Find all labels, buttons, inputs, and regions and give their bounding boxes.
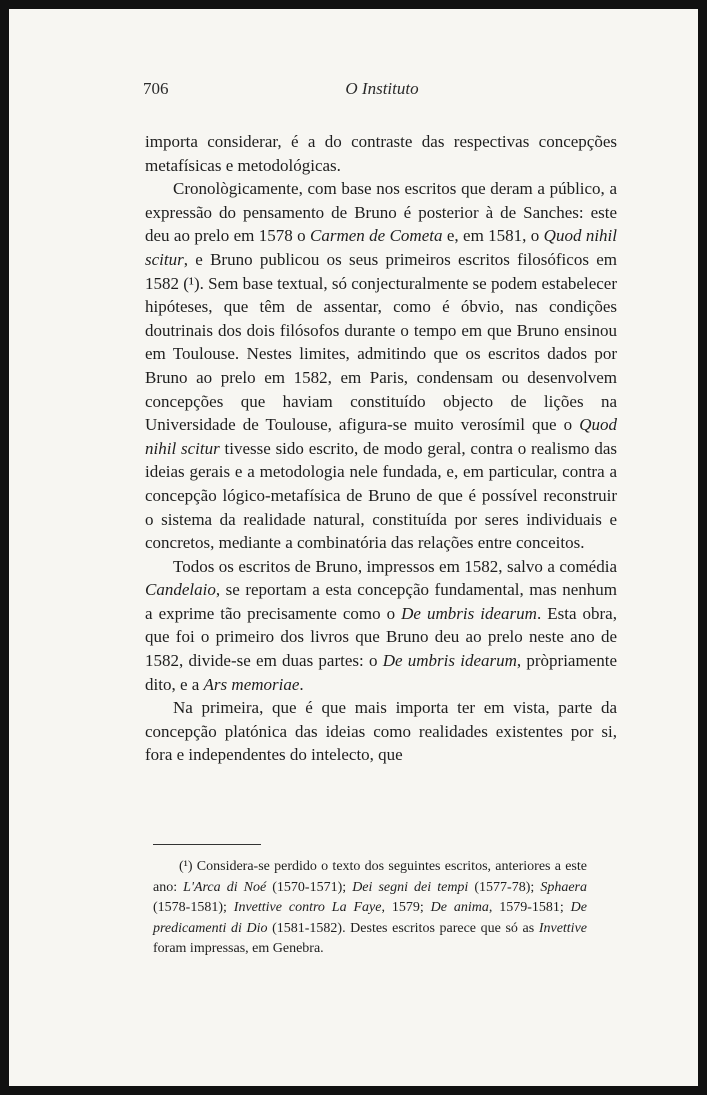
footnote-rule <box>153 844 261 845</box>
page-header <box>143 79 621 103</box>
p2-text-e: , e Bruno publicou os seus primeiros escritos filosóficos em 1582 (¹). Sem base textual, só conjecturalmente se podem estabelecer hipóteses, que têm de assentar, como é óbvio, nas condições doutrinais dos dois filósofos durante o tempo em que Bruno ensinou em Toulouse. Nestes limites, admitindo que os escritos dados por Bruno ao prelo em 1582, em Paris, condensam ou desenvolvem concepções que haviam constituído objecto de lições na Universidade de Toulouse, afigura-se muito verosímil que o <box>145 249 617 435</box>
book-page <box>9 9 698 1086</box>
fn-title-invettive-contro-la-faye: Invettive contro La Faye <box>233 900 382 916</box>
p2-text-g: tivesse sido escrito, de modo geral, contra o realismo das ideias gerais e a metodologia nele fundada, e, em particular, contra a concepção lógico-metafísica de Bruno de que é possível reconstruir o sistema da realidade natural, constituída por seres individuais e concretos, mediante a combinatória das relações entre conceitos. <box>145 438 617 553</box>
fn-title-arca-di-noe: L'Arca di Noé <box>183 879 267 895</box>
paragraph-1 <box>145 130 617 177</box>
fn-title-de-predicamenti-di-dio: De predicamenti di Dio <box>153 900 587 936</box>
fn-text-e: (1577-78); <box>468 879 541 895</box>
p3-text-e: . Esta obra, que foi o primeiro dos livros que Bruno deu ao prelo neste ano de 1582, divide-se em duas partes: o <box>145 603 617 671</box>
title-de-umbris-idearum-2: De umbris idearum <box>382 651 517 671</box>
title-de-umbris-idearum: De umbris idearum <box>401 603 537 623</box>
title-carmen-de-cometa: Carmen de Cometa <box>310 226 443 246</box>
title-quod-nihil-scitur-2: Quod nihil scitur <box>145 415 617 458</box>
paragraph-4-text: Na primeira, que é que mais importa ter em vista, parte da concepção platónica das ideias como realidades existentes por si, fora e independentes do intelecto, que <box>145 698 617 765</box>
title-candelaio: Candelaio <box>145 580 216 600</box>
fn-text-k: , 1579-1581; <box>488 900 571 916</box>
fn-text-a: (¹) Considera-se perdido o texto dos seguintes escritos, anteriores a este ano: <box>153 859 587 895</box>
p3-text-c: , se reportam a esta concepção fundamental, mas nenhum a exprime tão precisamente como o <box>145 580 617 623</box>
paragraph-3 <box>145 555 617 697</box>
fn-title-de-anima: De anima <box>430 900 489 916</box>
fn-text-c: (1570-1571); <box>266 879 353 895</box>
paragraph-2 <box>145 177 617 555</box>
p3-text-i: . <box>299 674 304 694</box>
fn-title-segni-dei-tempi: Dei segni dei tempi <box>352 879 469 895</box>
fn-text-o: foram impressas, em Genebra. <box>153 941 324 957</box>
running-title: O Instituto <box>345 79 419 98</box>
page-number: 706 <box>143 79 169 98</box>
title-ars-memoriae: Ars memoriae <box>203 674 300 694</box>
footnote <box>153 857 587 960</box>
p3-text-g: , pròpriamente dito, e a <box>145 651 617 694</box>
fn-text-g: (1578-1581); <box>153 900 234 916</box>
fn-title-sphaera: Sphaera <box>540 879 587 895</box>
p2-text-c: e, em 1581, o <box>442 226 544 246</box>
p3-text-a: Todos os escritos de Bruno, impressos em 1582, salvo a comédia <box>173 556 617 576</box>
p2-text-a: Cronològicamente, com base nos escritos que deram a público, a expressão do pensamento de Bruno é posterior à de Sanches: este deu ao prelo em 1578 o <box>145 179 617 246</box>
paragraph-1-text: importa considerar, é a do contraste das respectivas concepções metafísicas e metodológicas. <box>145 132 617 175</box>
fn-text-i: , 1579; <box>381 900 431 916</box>
fn-text-m: (1581-1582). Destes escritos parece que só as <box>267 920 539 936</box>
title-quod-nihil-scitur: Quod nihil scitur <box>145 226 617 269</box>
fn-title-invettive: Invettive <box>538 920 587 936</box>
body-text <box>145 130 617 767</box>
paragraph-4 <box>145 696 617 767</box>
